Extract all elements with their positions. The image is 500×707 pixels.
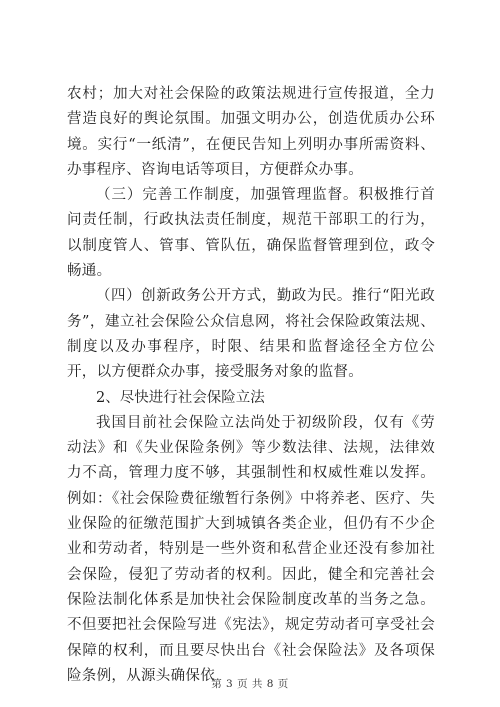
paragraph-continuation: 农村；加大对社会保险的政策法规进行宣传报道，全力营造良好的舆论氛围。加强文明办公，创造优质办公环境。实行“一纸清”，在便民告知上列明办事所需资料、办事程序、咨询电话等项目，方便群众办事。 — [67, 86, 435, 178]
page-number-footer: 第 3 页 共 8 页 — [211, 678, 289, 690]
subheading-legislation: 2、尽快进行社会保险立法 — [96, 389, 265, 406]
document-body — [67, 82, 435, 689]
paragraph-legislation-body: 我国目前社会保险立法尚处于初级阶段，仅有《劳动法》和《失业保险条例》等少数法律、法规，法律效力不高，管理力度不够，其强制性和权威性难以发挥。例如：《社会保险费征缴暂行条例》中将养老、医疗、失业保险的征缴范围扩大到城镇各类企业，但仍有不少企业和劳动者，特别是一些外资和私营企业还没有参加社会保险，侵犯了劳动者的权利。因此，健全和完善社会保险法制化体系是加快社会保险制度改革的当务之急。不但要把社会保险写进《宪法》，规定劳动者可享受社会保障的权利，而且要尽快出台《社会保险法》及各项保险条例，从源头确保依 — [67, 414, 435, 684]
paragraph-section-four: （四）创新政务公开方式，勤政为民。推行“阳光政务”，建立社会保险公众信息网，将社会保险政策法规、制度以及办事程序，时限、结果和监督途径全方位公开，以方便群众办事，接受服务对象的监督。 — [67, 288, 435, 381]
paragraph-section-three: （三）完善工作制度，加强管理监督。积极推行首问责任制，行政执法责任制度，规范干部职工的行为，以制度管人、管事、管队伍，确保监督管理到位，政令畅通。 — [67, 187, 435, 280]
